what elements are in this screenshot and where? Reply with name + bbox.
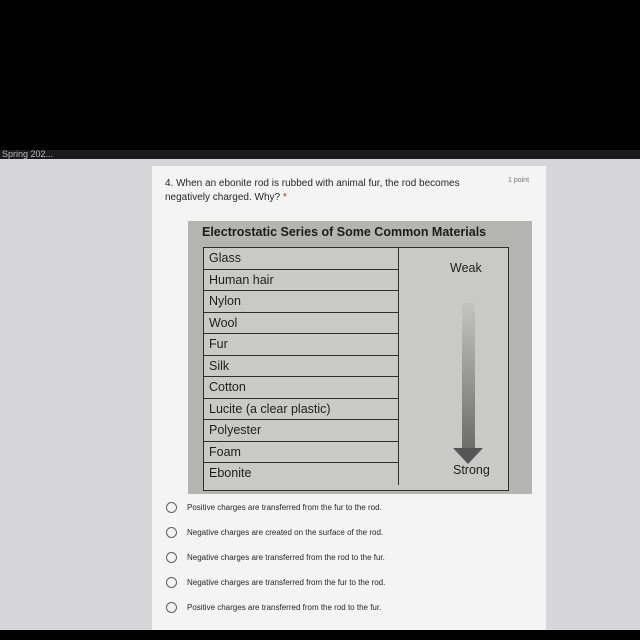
browser-tab-label[interactable]: Spring 202... bbox=[2, 150, 54, 159]
material-cell: Silk bbox=[204, 356, 399, 378]
electrostatic-series-image bbox=[188, 221, 532, 494]
question-text: 4. When an ebonite rod is rubbed with animal fur, the rod becomes negatively charged. Why? bbox=[165, 178, 460, 203]
material-cell: Polyester bbox=[204, 420, 399, 442]
required-marker: * bbox=[282, 192, 287, 203]
radio-button[interactable] bbox=[166, 527, 177, 538]
radio-button[interactable] bbox=[166, 602, 177, 613]
material-cell: Cotton bbox=[204, 377, 399, 399]
option-label[interactable]: Positive charges are transferred from the fur to the rod. bbox=[187, 503, 382, 512]
option-label[interactable]: Negative charges are created on the surface of the rod. bbox=[187, 528, 384, 537]
material-cell: Human hair bbox=[204, 270, 399, 292]
material-cell: Lucite (a clear plastic) bbox=[204, 399, 399, 421]
materials-list bbox=[204, 248, 399, 490]
material-cell: Foam bbox=[204, 442, 399, 464]
question-title bbox=[165, 177, 495, 205]
material-cell: Ebonite bbox=[204, 463, 399, 485]
option-label[interactable]: Negative charges are transferred from the rod to the fur. bbox=[187, 553, 385, 562]
material-cell: Fur bbox=[204, 334, 399, 356]
down-arrow-icon bbox=[462, 303, 475, 453]
question-points: 1 point bbox=[508, 177, 530, 184]
strong-label: Strong bbox=[453, 463, 490, 477]
radio-button[interactable] bbox=[166, 577, 177, 588]
radio-button[interactable] bbox=[166, 502, 177, 513]
option-label[interactable]: Negative charges are transferred from the fur to the rod. bbox=[187, 578, 386, 587]
material-cell: Nylon bbox=[204, 291, 399, 313]
material-cell: Glass bbox=[204, 248, 399, 270]
option-label[interactable]: Positive charges are transferred from the rod to the fur. bbox=[187, 603, 382, 612]
weak-label: Weak bbox=[450, 261, 482, 275]
arrow-head-icon bbox=[453, 448, 483, 464]
browser-tab-strip bbox=[0, 150, 640, 159]
series-table bbox=[203, 247, 509, 491]
material-cell: Wool bbox=[204, 313, 399, 335]
radio-button[interactable] bbox=[166, 552, 177, 563]
figure-title: Electrostatic Series of Some Common Materials bbox=[202, 225, 487, 239]
